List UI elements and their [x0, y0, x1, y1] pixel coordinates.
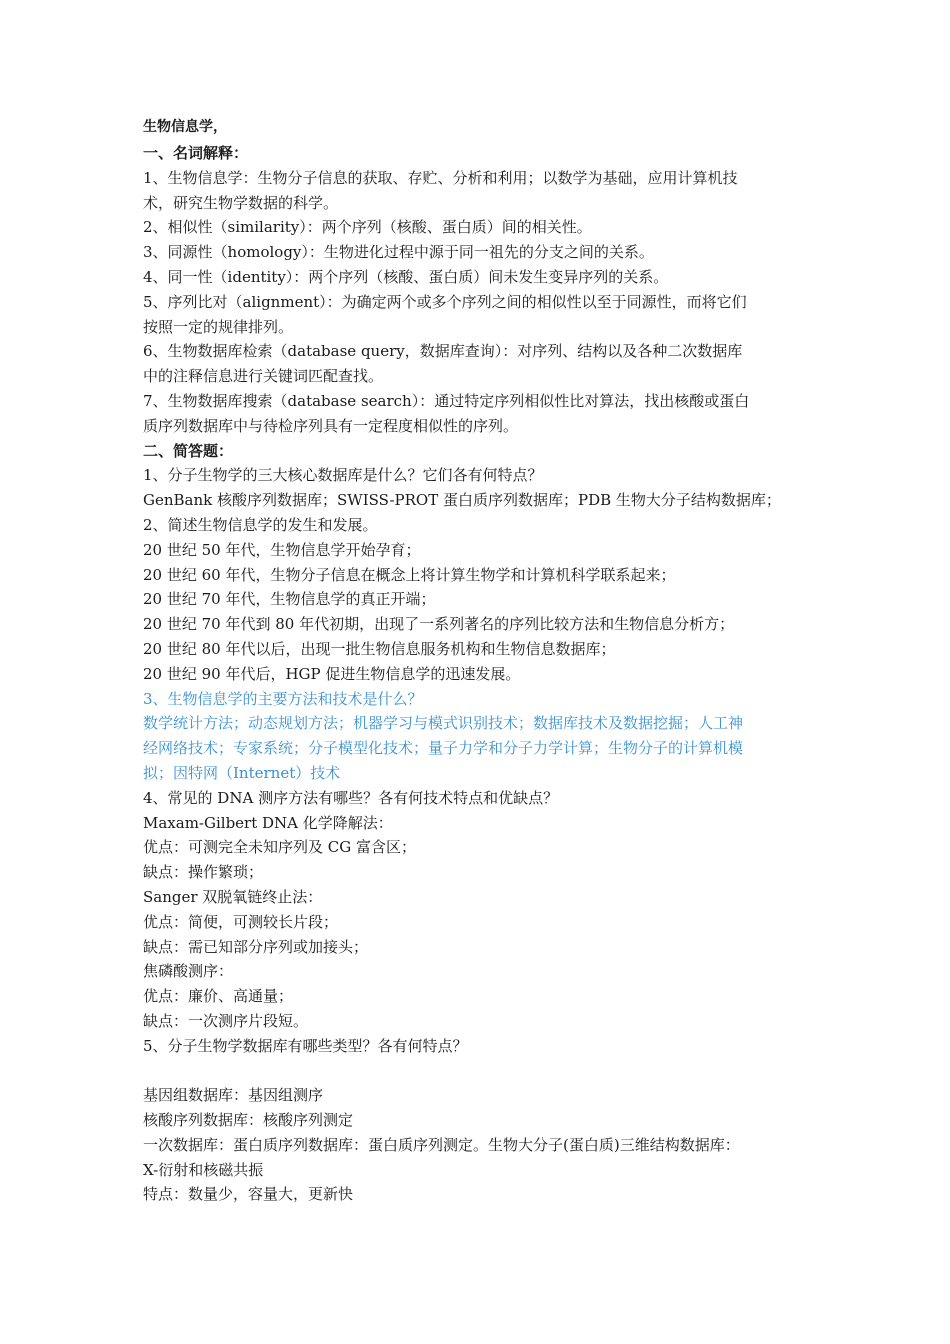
- paragraph-line: 4、常见的 DNA 测序方法有哪些？各有何技术特点和优缺点？: [143, 788, 559, 807]
- highlighted-answer-line: 经网络技术；专家系统；分子模型化技术；量子力学和分子力学计算；生物分子的计算机模: [143, 739, 744, 758]
- paragraph-line: Maxam-Gilbert DNA 化学降解法：: [143, 813, 393, 832]
- paragraph-line: 20 世纪 60 年代，生物分子信息在概念上将计算生物学和计算机科学联系起来；: [143, 565, 676, 584]
- paragraph-line: 5、分子生物学数据库有哪些类型？各有何特点？: [143, 1036, 468, 1055]
- paragraph-line: 20 世纪 90 年代后，HGP 促进生物信息学的迅速发展。: [143, 664, 521, 683]
- paragraph-line: Sanger 双脱氧链终止法：: [143, 887, 323, 906]
- paragraph-line: 优点：简便，可测较长片段；: [143, 912, 339, 931]
- paragraph-line: 4、同一性（identity）：两个序列（核酸、蛋白质）间未发生变异序列的关系。: [143, 267, 669, 286]
- paragraph-line: 一次数据库：蛋白质序列数据库：蛋白质序列测定。生物大分子(蛋白质)三维结构数据库：: [143, 1135, 740, 1154]
- paragraph-line: 质序列数据库中与待检序列具有一定程度相似性的序列。: [143, 416, 519, 435]
- paragraph-line: 优点：廉价、高通量；: [143, 987, 294, 1006]
- paragraph-line: X-衍射和核磁共振: [143, 1160, 264, 1179]
- paragraph-line: 2、简述生物信息学的发生和发展。: [143, 515, 378, 534]
- paragraph-line: 优点：可测完全未知序列及 CG 富含区；: [143, 838, 416, 857]
- section-heading-short-answer: 二、简答题：: [143, 441, 234, 460]
- paragraph-line: 按照一定的规律排列。: [143, 317, 294, 336]
- document-page: [143, 113, 815, 1207]
- paragraph-line: 缺点：一次测序片段短。: [143, 1011, 309, 1030]
- paragraph-line: 核酸序列数据库：核酸序列测定: [143, 1111, 354, 1130]
- paragraph-line: 5、序列比对（alignment）：为确定两个或多个序列之间的相似性以至于同源性，而将它们: [143, 292, 747, 311]
- paragraph-line: 基因组数据库：基因组测序: [143, 1086, 324, 1105]
- paragraph-line: 缺点：操作繁琐；: [143, 863, 264, 882]
- document-title: 生物信息学，: [143, 119, 227, 135]
- highlighted-question: 3、生物信息学的主要方法和技术是什么？: [143, 689, 423, 708]
- paragraph-line: 术，研究生物学数据的科学。: [143, 193, 339, 212]
- paragraph-line: 20 世纪 70 年代，生物信息学的真正开端；: [143, 590, 436, 609]
- paragraph-line: 中的注释信息进行关键词匹配查找。: [143, 367, 384, 386]
- paragraph-line: GenBank 核酸序列数据库；SWISS-PROT 蛋白质序列数据库；PDB 生物大分子结构数据库；: [143, 491, 781, 510]
- paragraph-line: 20 世纪 80 年代以后，出现一批生物信息服务机构和生物信息数据库；: [143, 639, 616, 658]
- paragraph-line: 1、生物信息学：生物分子信息的获取、存贮、分析和利用；以数学为基础，应用计算机技: [143, 168, 738, 187]
- section-heading-terms: 一、名词解释：: [143, 144, 249, 162]
- paragraph-line: 焦磷酸测序：: [143, 962, 234, 981]
- highlighted-answer-line: 拟；因特网（Internet）技术: [143, 763, 341, 782]
- highlighted-answer-line: 数学统计方法；动态规划方法；机器学习与模式识别技术；数据库技术及数据挖掘；人工神: [143, 714, 744, 733]
- paragraph-line: 特点：数量少，容量大，更新快: [143, 1185, 354, 1204]
- paragraph-line: 1、分子生物学的三大核心数据库是什么？它们各有何特点？: [143, 466, 543, 485]
- blank-line: [143, 1058, 815, 1083]
- paragraph-line: 缺点：需已知部分序列或加接头；: [143, 937, 369, 956]
- paragraph-line: 7、生物数据库搜索（database search）：通过特定序列相似性比对算法，找出核酸或蛋白: [143, 391, 750, 410]
- paragraph-line: 2、相似性（similarity）：两个序列（核酸、蛋白质）间的相关性。: [143, 218, 592, 237]
- paragraph-line: 6、生物数据库检索（database query，数据库查询）：对序列、结构以及各种二次数据库: [143, 342, 743, 361]
- paragraph-line: 20 世纪 50 年代，生物信息学开始孕育；: [143, 540, 421, 559]
- paragraph-line: 20 世纪 70 年代到 80 年代初期，出现了一系列著名的序列比较方法和生物信息分析方；: [143, 615, 735, 634]
- paragraph-line: 3、同源性（homology）：生物进化过程中源于同一祖先的分支之间的关系。: [143, 243, 654, 262]
